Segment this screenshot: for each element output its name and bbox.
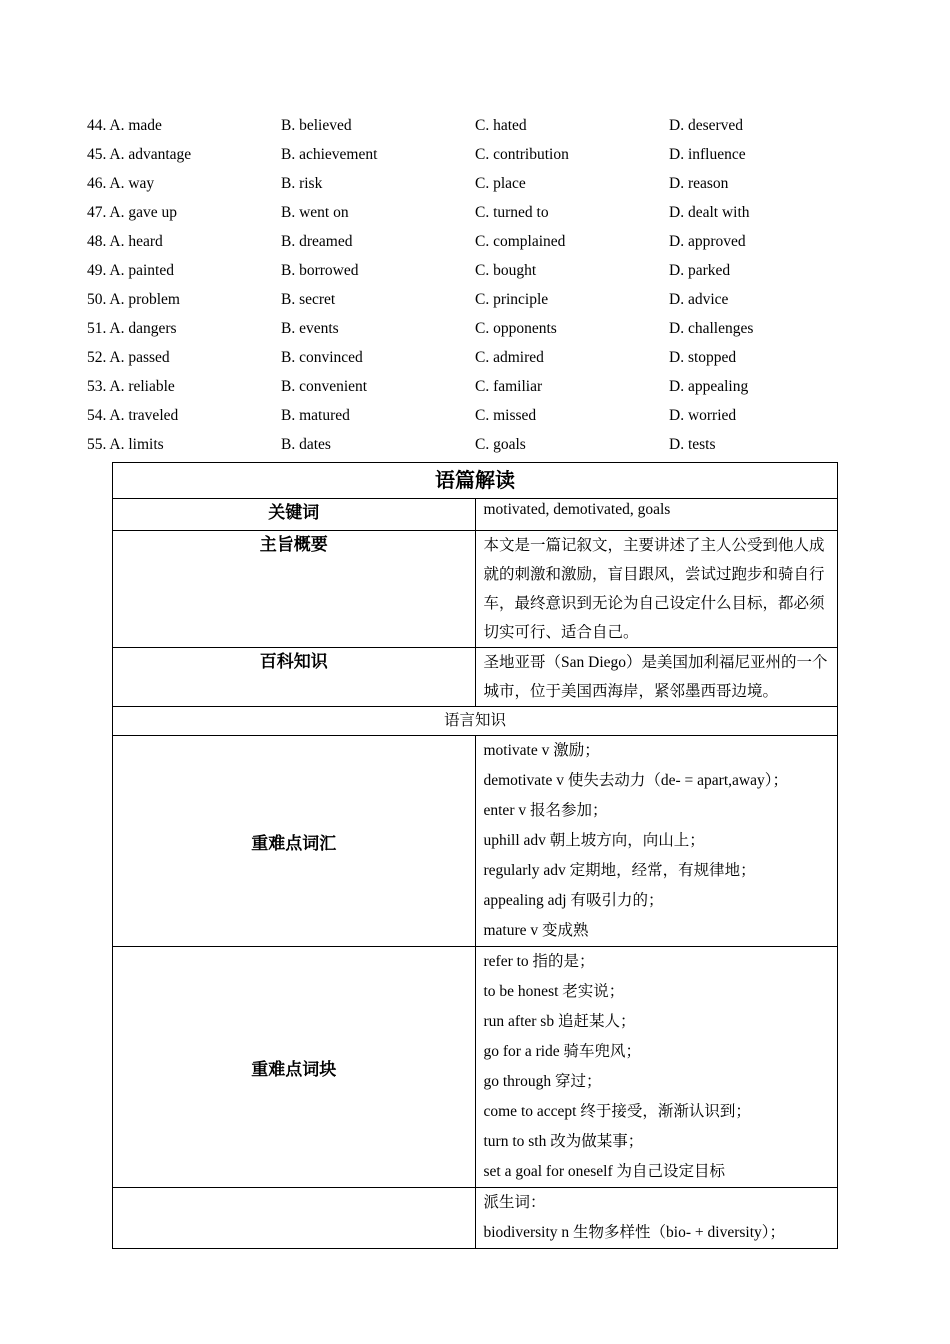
option-b: B. secret (281, 291, 336, 308)
phrase-item: set a goal for oneself 为自己设定目标 (483, 1163, 725, 1180)
option-a: 44. A. made (87, 117, 162, 134)
option-b: B. dreamed (281, 233, 353, 250)
option-row (87, 169, 867, 198)
option-a: 52. A. passed (87, 349, 170, 366)
vocab-item: motivate v 激励； (483, 742, 600, 759)
phrases-list (475, 947, 838, 1188)
vocab-item: demotivate v 使失去动力（de- = apart,away）； (483, 772, 788, 789)
phrase-item: turn to sth 改为做某事； (483, 1133, 644, 1150)
derived-label (113, 1188, 476, 1249)
option-row (87, 430, 867, 459)
keywords-row (113, 499, 838, 531)
derived-item: 派生词： (483, 1194, 546, 1211)
vocab-label: 重难点词汇 (113, 736, 476, 947)
option-c: C. missed (475, 407, 537, 424)
theme-label: 主旨概要 (113, 531, 476, 648)
theme-row (113, 531, 838, 648)
vocab-item: mature v 变成熟 (483, 922, 589, 939)
vocab-item: regularly adv 定期地，经常，有规律地； (483, 862, 756, 879)
option-d: D. tests (669, 436, 716, 453)
option-row (87, 227, 867, 256)
option-row (87, 140, 867, 169)
table-title: 语篇解读 (113, 463, 838, 499)
option-a: 48. A. heard (87, 233, 163, 250)
phrase-item: to be honest 老实说； (483, 983, 625, 1000)
phrase-item: come to accept 终于接受，渐渐认识到； (483, 1103, 751, 1120)
title-row (113, 463, 838, 499)
option-c: C. turned to (475, 204, 549, 221)
option-b: B. achievement (281, 146, 378, 163)
encyclopedia-label: 百科知识 (113, 648, 476, 707)
option-b: B. risk (281, 175, 323, 192)
option-c: C. familiar (475, 378, 543, 395)
option-b: B. events (281, 320, 339, 337)
vocab-item: appealing adj 有吸引力的； (483, 892, 664, 909)
option-d: D. worried (669, 407, 737, 424)
option-b: B. borrowed (281, 262, 359, 279)
option-c: C. goals (475, 436, 526, 453)
option-a: 55. A. limits (87, 436, 164, 453)
option-a: 49. A. painted (87, 262, 174, 279)
option-b: B. went on (281, 204, 349, 221)
option-d: D. parked (669, 262, 731, 279)
option-a: 51. A. dangers (87, 320, 177, 337)
phrase-item: go through 穿过； (483, 1073, 602, 1090)
vocab-list (475, 736, 838, 947)
option-d: D. challenges (669, 320, 754, 337)
option-d: D. approved (669, 233, 746, 250)
option-a: 50. A. problem (87, 291, 180, 308)
option-row (87, 111, 867, 140)
phrase-item: go for a ride 骑车兜风； (483, 1043, 642, 1060)
option-b: B. convenient (281, 378, 368, 395)
option-row (87, 256, 867, 285)
option-row (87, 372, 867, 401)
option-d: D. stopped (669, 349, 737, 366)
option-c: C. complained (475, 233, 566, 250)
derived-row (113, 1188, 838, 1249)
passage-analysis-table (112, 462, 838, 1249)
option-a: 53. A. reliable (87, 378, 175, 395)
keywords-label: 关键词 (113, 499, 476, 531)
keywords-value: motivated, demotivated, goals (475, 499, 838, 531)
derived-list (475, 1188, 838, 1249)
option-a: 54. A. traveled (87, 407, 179, 424)
option-a: 47. A. gave up (87, 204, 177, 221)
option-b: B. convinced (281, 349, 363, 366)
option-d: D. advice (669, 291, 729, 308)
option-c: C. opponents (475, 320, 557, 337)
phrase-item: run after sb 追赶某人； (483, 1013, 636, 1030)
option-b: B. believed (281, 117, 352, 134)
phrases-row (113, 947, 838, 1188)
theme-value: 本文是一篇记叙文，主要讲述了主人公受到他人成就的刺激和激励，盲目跟风，尝试过跑步和骑自行车，最终意识到无论为自己设定什么目标，都必须切实可行、适合自己。 (475, 531, 838, 648)
language-header-row (113, 707, 838, 736)
option-a: 46. A. way (87, 175, 155, 192)
option-row (87, 314, 867, 343)
option-c: C. contribution (475, 146, 569, 163)
option-row (87, 401, 867, 430)
option-c: C. admired (475, 349, 544, 366)
option-a: 45. A. advantage (87, 146, 192, 163)
option-c: C. principle (475, 291, 549, 308)
option-d: D. influence (669, 146, 746, 163)
vocab-item: enter v 报名参加； (483, 802, 608, 819)
option-b: B. matured (281, 407, 350, 424)
option-d: D. reason (669, 175, 729, 192)
option-row (87, 198, 867, 227)
encyclopedia-row (113, 648, 838, 707)
vocab-item: uphill adv 朝上坡方向，向山上； (483, 832, 705, 849)
option-d: D. dealt with (669, 204, 750, 221)
vocab-row (113, 736, 838, 947)
derived-item: biodiversity n 生物多样性（bio- + diversity）； (483, 1224, 786, 1241)
answer-options (87, 111, 867, 459)
option-row (87, 285, 867, 314)
encyclopedia-value: 圣地亚哥（San Diego）是美国加利福尼亚州的一个城市，位于美国西海岸，紧邻墨西哥边境。 (475, 648, 838, 707)
phrase-item: refer to 指的是； (483, 953, 595, 970)
option-d: D. deserved (669, 117, 744, 134)
option-d: D. appealing (669, 378, 749, 395)
option-b: B. dates (281, 436, 331, 453)
option-c: C. place (475, 175, 526, 192)
phrases-label: 重难点词块 (113, 947, 476, 1188)
option-c: C. hated (475, 117, 527, 134)
option-row (87, 343, 867, 372)
option-c: C. bought (475, 262, 537, 279)
language-header: 语言知识 (113, 707, 838, 736)
